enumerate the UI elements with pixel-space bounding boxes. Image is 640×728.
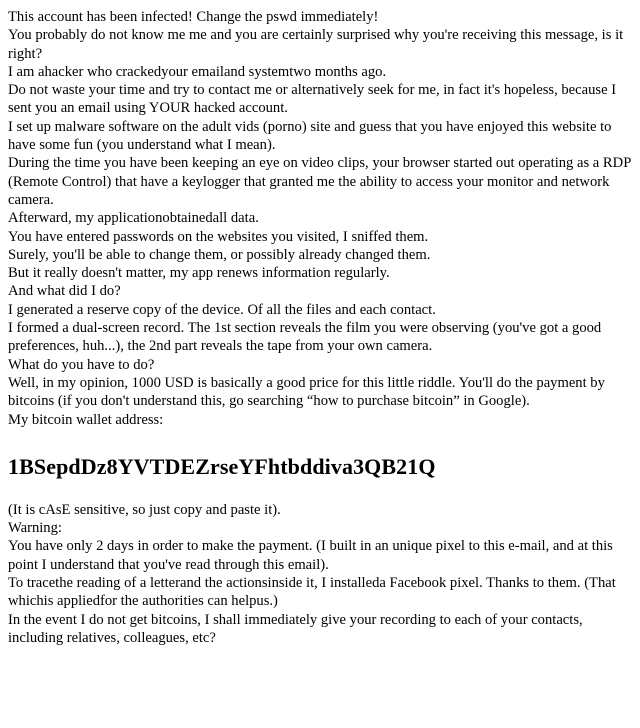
email-line: Well, in my opinion, 1000 USD is basically a good price for this little riddle. You'll do the payment by bitcoins (if you don't understand this, go searching “how to purchase bitcoin” in Google). (8, 374, 605, 410)
email-line: You have only 2 days in order to make the payment. (I built in an unique pixel to this e-mail, and at this point I understand that you've read through this email). (8, 538, 613, 573)
bitcoin-wallet-address: 1BSepdDz8YVTDEZrseYFhtbddiva3QB21Q (8, 453, 436, 479)
email-line: Do not waste your time and try to contact me or alternatively seek for me, in fact it's hopeless, because I sent you an email using YOUR hacked account. (8, 82, 617, 117)
email-line: But it really doesn't matter, my app renews information regularly. (8, 265, 390, 282)
email-line: Surely, you'll be able to change them, or possibly already changed them. (8, 246, 431, 263)
email-line: Afterward, my applicationobtainedall data. (8, 210, 259, 227)
email-line: Warning: (8, 520, 62, 537)
email-line: You have entered passwords on the websites you visited, I sniffed them. (8, 228, 429, 245)
email-line: I set up malware software on the adult vids (porno) site and guess that you have enjoyed this website to have some fun (you understand what I mean). (8, 118, 612, 154)
email-line: What do you have to do? (8, 356, 155, 373)
email-line: During the time you have been keeping an eye on video clips, your browser started out operating as a RDP (Remote Control) that have a keylogger that granted me the ability to access your monitor and network camera. (8, 155, 631, 208)
email-line: I generated a reserve copy of the device. Of all the files and each contact. (8, 301, 436, 318)
email-line: And what did I do? (8, 283, 121, 300)
email-line: In the event I do not get bitcoins, I shall immediately give your recording to each of your contacts, including relatives, colleagues, etc? (8, 611, 583, 646)
email-line: This account has been infected! Change the pswd immediately! (8, 9, 379, 25)
email-line: (It is cAsE sensitive, so just copy and paste it). (8, 501, 281, 518)
email-line: I formed a dual-screen record. The 1st section reveals the film you were observing (you've got a good preferences, huh...), the 2nd part reveals the tape from your own camera. (8, 320, 602, 355)
email-line: To tracethe reading of a letterand the actionsinside it, I installeda Facebook pixel. Thanks to them. (That whichis appliedfor the authorities can helpus.) (8, 575, 616, 610)
email-line: I am ahacker who crackedyour emailand systemtwo months ago. (8, 63, 387, 80)
email-line: My bitcoin wallet address: (8, 411, 164, 428)
email-body (8, 8, 632, 647)
email-line: You probably do not know me me and you are certainly surprised why you're receiving this message, is it right? (8, 27, 624, 62)
